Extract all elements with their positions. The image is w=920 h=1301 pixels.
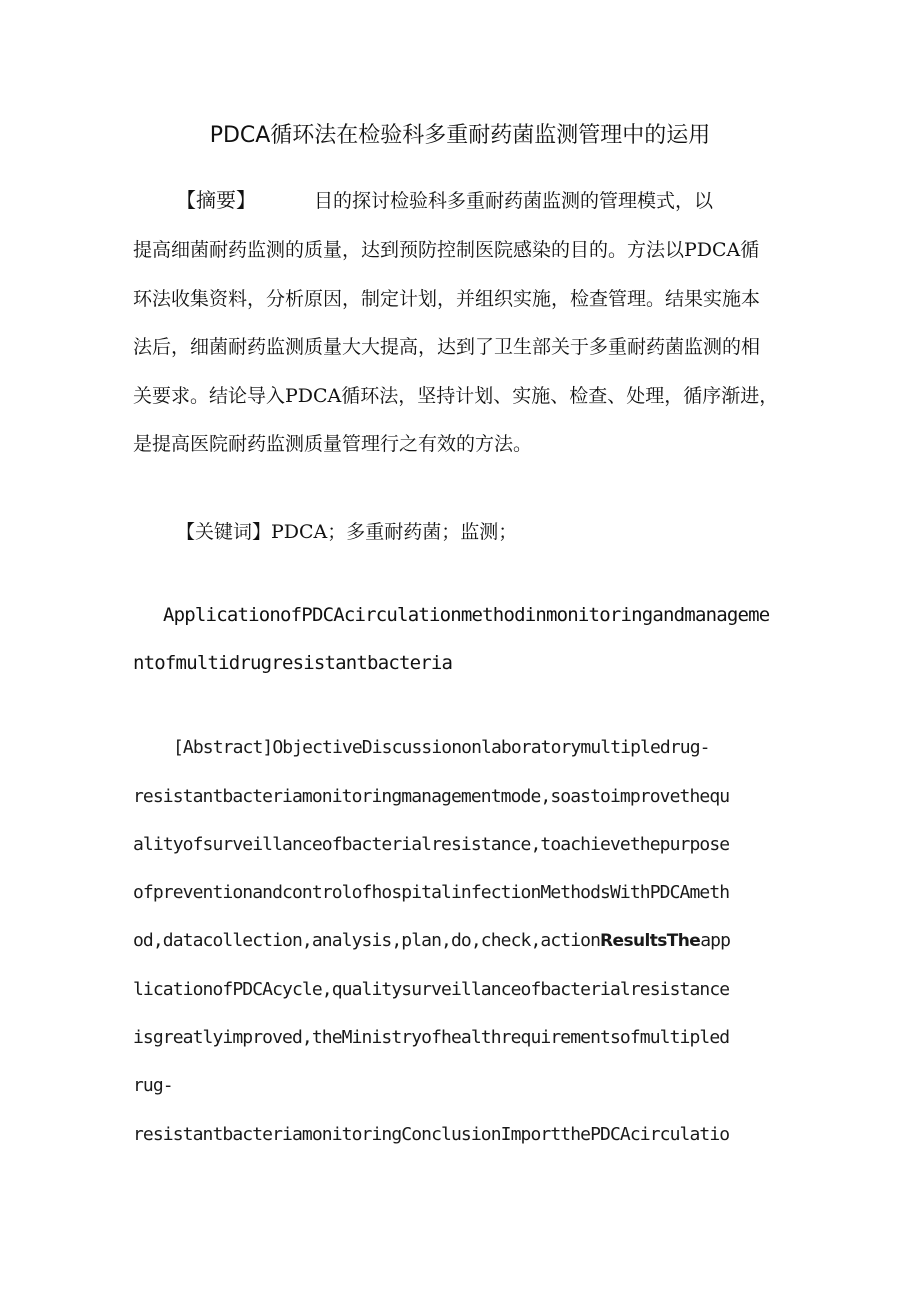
abstract-en-line-9: resistantbacteriamonitoringConclusionImportthePDCAcirculatio: [133, 1124, 730, 1145]
abstract-cn-line-1: 目的探讨检验科多重耐药菌监测的管理模式，以: [314, 190, 714, 212]
abstract-en-line-3: alityofsurveillanceofbacterialresistance,toachievethepurpose: [133, 834, 730, 855]
abstract-en-line-5: [133, 929, 730, 953]
abstract-cn-line-5: 关要求。结论导入PDCA循环法，坚持计划、实施、检查、处理，循序渐进，: [133, 385, 779, 407]
abstract-en-line-2: resistantbacteriamonitoringmanagementmode,soastoimprovethequ: [133, 786, 730, 807]
abstract-en-line-1: [Abstract]ObjectiveDiscussiononlaboratorymultipledrug-: [173, 737, 710, 758]
abstract-en-line-4: ofpreventionandcontrolofhospitalinfectionMethodsWithPDCAmeth: [133, 882, 730, 903]
abstract-en-line-7: isgreatlyimproved,theMinistryofhealthrequirementsofmultipled: [133, 1027, 730, 1048]
abstract-en-line-5-a: od,datacollection,analysis,plan,do,check,action: [133, 930, 601, 951]
english-title-line-1: ApplicationofPDCAcirculationmethodinmonitoringandmanageme: [163, 604, 770, 626]
english-title-line-2: ntofmultidrugresistantbacteria: [133, 652, 453, 674]
document-title: PDCA循环法在检验科多重耐药菌监测管理中的运用: [209, 123, 711, 148]
abstract-en-line-6: licationofPDCAcycle,qualitysurveillanceofbacterialresistance: [133, 979, 730, 1000]
abstract-en-results-label: ResultsThe: [600, 931, 701, 951]
abstract-cn-line-3: 环法收集资料，分析原因，制定计划，并组织实施，检查管理。结果实施本: [133, 288, 761, 310]
abstract-cn-label: 【摘要】: [176, 188, 256, 212]
abstract-cn-first-line: [176, 188, 713, 213]
abstract-en-line-5-c: app: [700, 930, 731, 951]
abstract-cn-line-4: 法后，细菌耐药监测质量大大提高，达到了卫生部关于多重耐药菌监测的相: [133, 336, 761, 358]
keywords-cn: 【关键词】PDCA；多重耐药菌；监测；: [176, 521, 518, 543]
abstract-cn-line-6: 是提高医院耐药监测质量管理行之有效的方法。: [133, 433, 533, 455]
abstract-cn-line-2: 提高细菌耐药监测的质量，达到预防控制医院感染的目的。方法以PDCA循: [133, 239, 760, 261]
abstract-en-line-8: rug-: [133, 1075, 173, 1096]
